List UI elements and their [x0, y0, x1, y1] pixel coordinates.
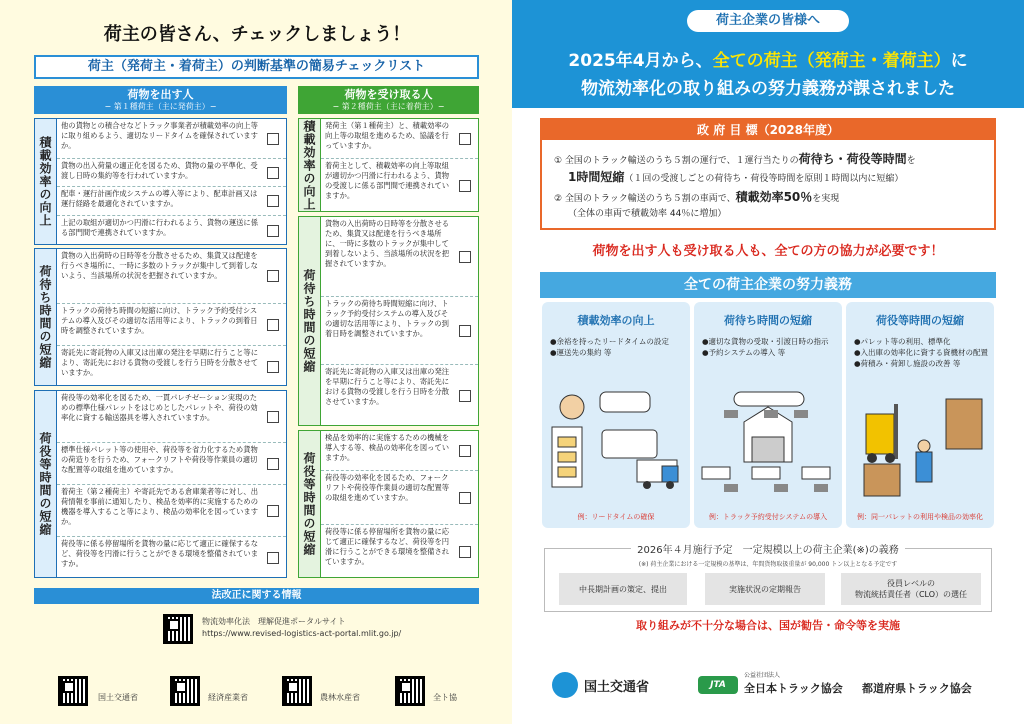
- checklist-item: 荷役等の効率化を図るため、一貫パレチゼーション実現のための標準仕様パレットをはじめとしたパレットや、荷役の効率化に資する輸送器具を導入されていますか。: [57, 391, 286, 443]
- group-label: 積載効率の向上: [35, 119, 57, 244]
- group-label: 荷役等時間の短縮: [299, 431, 321, 577]
- checklist-item: 発荷主（第１種荷主）と、積載効率の向上等の取組を進めるため、協議を行っていますか。: [321, 119, 478, 159]
- goal-line: （全体の車両で積載効率 44％に増加）: [568, 209, 727, 219]
- duty-card-wait: [694, 302, 842, 528]
- checklist-item: 配車・運行計画作成システムの導入等により、配車計画又は運行経路を最適化されていますか。: [57, 187, 286, 216]
- col1-sub: − 第１種荷主（主に発荷主）−: [104, 102, 217, 111]
- group-label: 積載効率の向上: [299, 119, 321, 211]
- group-label: 荷待ち時間の短縮: [35, 249, 57, 385]
- col1-group-wait: [34, 248, 287, 386]
- checkbox[interactable]: [267, 458, 279, 470]
- duty-bar: 全ての荷主企業の努力義務: [540, 272, 996, 298]
- jta-small-label: 公益社団法人: [744, 672, 781, 679]
- title-line-2: 物流効率化の取り組みの努力義務が課されました: [581, 79, 955, 99]
- card-item: ●パレット等の利用、標準化: [854, 337, 951, 346]
- checklist-item: 寄託先に寄託物の入庫又は出庫の発注を早期に行うこと等により、寄託先における貨物の受渡しを行う日時を分散させていますか。: [57, 346, 286, 387]
- checkbox[interactable]: [267, 505, 279, 517]
- ministry-label: 経済産業省: [208, 693, 248, 702]
- checklist-subheader: 荷主（発荷主・着荷主）の判断基準の簡易チェックリスト: [34, 55, 479, 79]
- title-banner: [512, 0, 1024, 108]
- checkbox[interactable]: [267, 361, 279, 373]
- info-panel: [512, 0, 1024, 724]
- group-label: 荷待ち時間の短縮: [299, 217, 321, 425]
- cooperation-message: 荷物を出す人も受け取る人も、全ての方の協力が必要です！: [592, 244, 944, 259]
- qr-code-icon[interactable]: [395, 676, 425, 706]
- obligation-box: 役員レベルの 物流統括責任者（CLO）の選任: [841, 573, 981, 605]
- checkbox[interactable]: [267, 225, 279, 237]
- card-example: 例：同一パレットの利用や検品の効率化: [857, 513, 983, 521]
- group-label: 荷役等時間の短縮: [35, 391, 57, 577]
- checklist-item: 検品を効率的に実施するための機械を導入する等、検品の効率化を図っていますか。: [321, 431, 478, 471]
- checkbox[interactable]: [459, 180, 471, 192]
- checkbox[interactable]: [459, 133, 471, 145]
- law-site-url[interactable]: https://www.revised-logistics-act-portal.mlit.go.jp/: [202, 629, 402, 638]
- card-example: 例：リードタイムの確保: [577, 513, 655, 521]
- checklist-item: 他の貨物との積合せなどトラック事業者が積載効率の向上等に取り組めるよう、適切なリードタイムを確保されていますか。: [57, 119, 286, 159]
- card-example: 例：トラック予約受付システムの導入: [708, 513, 828, 521]
- card-item: ●予約システムの導入 等: [702, 348, 786, 357]
- ministry-label: 農林水産省: [320, 693, 360, 702]
- ministry-label: 国土交通省: [98, 693, 138, 702]
- checklist-item: トラックの荷待ち時間の短縮に向け、トラック予約受付システムの導入及びその適切な活用等により、トラックの到着日時を調整されていますか。: [57, 304, 286, 346]
- mlit-logo-icon: [552, 672, 578, 698]
- card-item: ●運送先の集約 等: [550, 348, 612, 357]
- col2-title: 荷物を受け取る人: [344, 88, 433, 101]
- checkbox[interactable]: [459, 445, 471, 457]
- checklist-item: 着荷主（第２種荷主）や寄託先である倉庫業者等に対し、出荷情報を事前に通知したり、検品を効率的に実施するための機器を導入すること等により、検品の効率化を図っていますか。: [57, 485, 286, 537]
- col2-group-wait: [298, 216, 479, 426]
- ministry-label: 全ト協: [433, 693, 457, 702]
- checkbox[interactable]: [459, 546, 471, 558]
- jta-logo-icon: JTA: [698, 676, 738, 694]
- col2-sub: − 第２種荷主（主に着荷主）−: [332, 102, 445, 111]
- checkbox[interactable]: [459, 325, 471, 337]
- goal-heading: 政 府 目 標（2028年度）: [542, 120, 994, 140]
- goal-line: 1時間短縮（１回の受渡しごとの荷待ち・荷役等時間を原則１時間以内に短縮）: [568, 170, 904, 184]
- checklist-item: 荷役等の効率化を図るため、フォークリフトや荷役等作業員の適切な配置等の取組を進めていますか。: [321, 471, 478, 525]
- card-item: ●余裕を持ったリードタイムの設定: [550, 337, 669, 346]
- checklist-item: 貨物の入出荷時の日時等を分散させるため、集貨又は配達を行うべき場所に、一時に多数のトラックが集中して到着しないよう、当該場所の状況を把握されていますか。: [321, 217, 478, 297]
- obligation-box: 実施状況の定期報告: [705, 573, 825, 605]
- sched-note: (※) 荷主企業における一定規模の基準は、年間貨物取扱重量が 90,000 トン以上となる予定です: [638, 561, 898, 568]
- scheduled-obligations: [544, 545, 992, 612]
- col2-header: [298, 86, 479, 114]
- sched-title: 2026年４月施行予定 一定規模以上の荷主企業(※)の義務: [545, 541, 991, 556]
- checklist-item: 荷役等に係る停留場所を貨物の量に応じて適正に確保するなど、荷役等を円滑に行うことができる環境を整備されていますか。: [321, 525, 478, 579]
- checkbox[interactable]: [267, 133, 279, 145]
- card-title: 積載効率の向上: [577, 314, 655, 327]
- law-site-label: 物流効率化法 理解促進ポータルサイト: [202, 617, 346, 626]
- law-info-bar: 法改正に関する情報: [34, 588, 479, 604]
- duty-card-handling: [846, 302, 994, 528]
- checkbox[interactable]: [459, 390, 471, 402]
- checkbox[interactable]: [267, 411, 279, 423]
- col1-group-handling: [34, 390, 287, 578]
- title-line-1: 2025年4月から、全ての荷主（発荷主・着荷主）に: [568, 51, 968, 71]
- checkbox[interactable]: [459, 492, 471, 504]
- qr-code-icon[interactable]: [170, 676, 200, 706]
- obligation-box: 中長期計画の策定、提出: [559, 573, 687, 605]
- col2-group-load: [298, 118, 479, 212]
- warning-message: 取り組みが不十分な場合は、国が勧告・命令等を実施: [636, 619, 900, 632]
- col2-group-handling: [298, 430, 479, 578]
- logo-label: 全日本トラック協会: [744, 682, 843, 695]
- checklist-item: 標準仕様パレット等の使用や、荷役等を省力化するため貨物の荷造りを行うため、フォークリフトや荷役等作業員の適切な配置等の取組を進めていますか。: [57, 443, 286, 485]
- office-illustration: [542, 382, 690, 502]
- card-item: ●適切な貨物の受取・引渡日時の指示: [702, 337, 829, 346]
- checklist-item: 貨物の出入荷量の適正化を図るため、貨物の量の平準化、受渡し日時の集約等を行われていますか。: [57, 159, 286, 187]
- forklift-illustration: [846, 394, 994, 504]
- checklist-header: 荷主の皆さん、チェックしましょう！: [103, 24, 411, 45]
- goal-line: ② 全国のトラック輸送のうち５割の車両で、積載効率50％を実現: [554, 190, 840, 204]
- checkbox[interactable]: [459, 251, 471, 263]
- qr-code-icon[interactable]: [282, 676, 312, 706]
- qr-code-icon[interactable]: [58, 676, 88, 706]
- logo-label: 国土交通省: [584, 680, 650, 695]
- col1-title: 荷物を出す人: [127, 88, 194, 101]
- checklist-item: 着荷主として、積載効率の向上等取組が適切かつ円滑に行われるよう、貨物の受渡しに係る部門間で連携されていますか。: [321, 159, 478, 213]
- card-item: ●荷積み・荷卸し施設の改善 等: [854, 359, 961, 368]
- warehouse-illustration: [694, 382, 842, 502]
- checklist-item: トラックの荷待ち時間短縮に向け、トラック予約受付システムの導入及びその適切な活用等により、トラックの到着日時を調整されていますか。: [321, 297, 478, 365]
- col1-group-load: [34, 118, 287, 245]
- card-title: 荷待ち時間の短縮: [724, 314, 812, 327]
- qr-code-icon[interactable]: [163, 614, 193, 644]
- col1-header: [34, 86, 287, 114]
- audience-tab: 荷主企業の皆様へ: [687, 10, 849, 32]
- checklist-item: 寄託先に寄託物の入庫又は出庫の発注を早期に行うこと等により、寄託先における貨物の受渡しを行う日時を分散させていますか。: [321, 365, 478, 427]
- logo-label: 都道府県トラック協会: [862, 682, 972, 695]
- checkbox[interactable]: [267, 552, 279, 564]
- card-item: ●入出庫の効率化に資する資機材の配置: [854, 348, 989, 357]
- checkbox[interactable]: [267, 270, 279, 282]
- checkbox[interactable]: [267, 319, 279, 331]
- government-goal-box: [540, 118, 996, 230]
- checklist-item: 上記の取組が適切かつ円滑に行われるよう、貨物の運送に係る部門間で連携されていますか。: [57, 216, 286, 246]
- checkbox[interactable]: [267, 167, 279, 179]
- duty-card-load: [542, 302, 690, 528]
- checklist-item: 貨物の入出荷時の日時等を分散させるため、集貨又は配達を行うべき場所に、一時に多数のトラックが集中して到着しないよう、当該場所の状況を把握されていますか。: [57, 249, 286, 304]
- goal-line: ① 全国のトラック輸送のうち５割の運行で、１運行当たりの荷待ち・荷役等時間を: [554, 152, 916, 166]
- checkbox[interactable]: [267, 195, 279, 207]
- card-title: 荷役等時間の短縮: [876, 314, 964, 327]
- checklist-item: 荷役等に係る停留場所を貨物の量に応じて適正に確保するなど、荷役等を円滑に行うことができる環境を整備されていますか。: [57, 537, 286, 579]
